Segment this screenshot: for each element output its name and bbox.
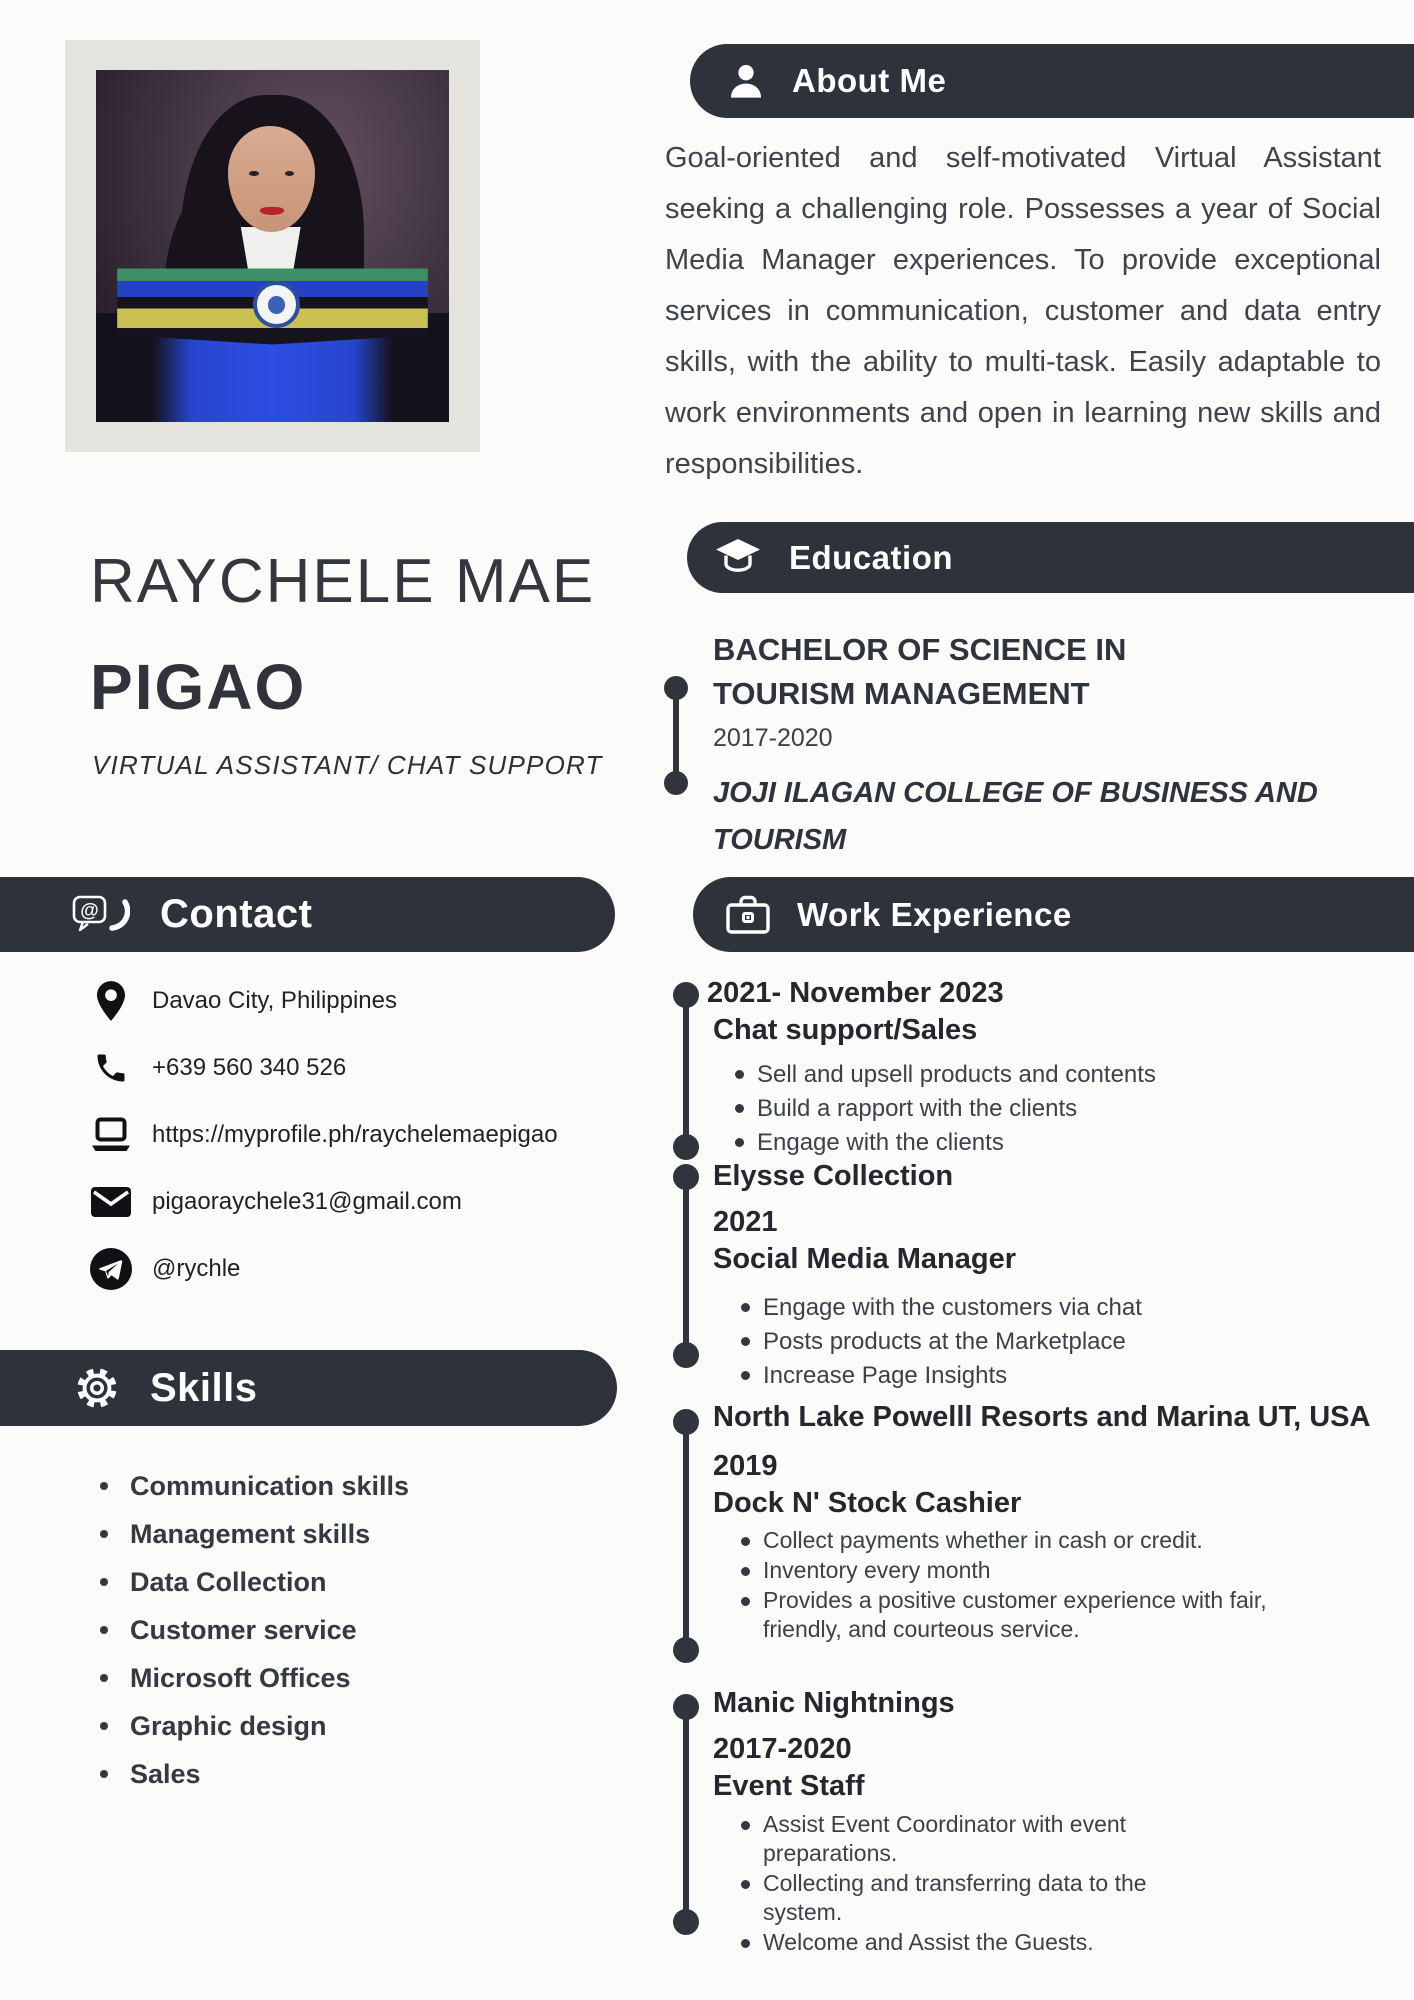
timeline-dot: [673, 1909, 699, 1935]
bullet-dot: [100, 1722, 108, 1730]
contact-telegram-value: @rychle: [152, 1254, 241, 1282]
job-duties: [713, 1292, 1403, 1392]
job-duty: Assist Event Coordinator with event preparations.: [741, 1810, 1186, 1868]
timeline-line: [683, 1177, 689, 1355]
contact-section-title: Contact: [160, 892, 313, 936]
school-name: JOJI ILAGAN COLLEGE OF BUSINESS AND TOURISM: [713, 777, 1318, 856]
contact-website-link[interactable]: https://myprofile.ph/raychelemaepigao: [152, 1120, 558, 1148]
timeline-dot: [673, 1342, 699, 1368]
work-section-header: [693, 877, 1414, 952]
bullet-dot: [100, 1626, 108, 1634]
education-entry: [713, 628, 1393, 864]
education-years: 2017-2020: [713, 724, 833, 752]
job-entry: [713, 1396, 1403, 1645]
portrait-eye: [249, 171, 259, 176]
bullet-dot: [100, 1578, 108, 1586]
job-company: Manic Nightnings: [713, 1687, 955, 1719]
laptop-icon: [88, 1117, 134, 1153]
job-duty: Inventory every month: [741, 1556, 1271, 1585]
job-dates: 2019: [713, 1450, 778, 1482]
job-role: Dock N' Stock Cashier: [713, 1487, 1022, 1519]
job-title: VIRTUAL ASSISTANT/ CHAT SUPPORT: [92, 750, 603, 780]
job-duty: Collecting and transferring data to the system.: [741, 1869, 1186, 1927]
about-section-header: [690, 44, 1414, 118]
skill-item: Graphic design: [100, 1702, 409, 1750]
job-duties: [707, 1059, 1397, 1159]
job-role: Event Staff: [713, 1770, 865, 1802]
degree-name: BACHELOR OF SCIENCE IN TOURISM MANAGEMENT: [713, 632, 1127, 711]
skills-section-title: Skills: [150, 1365, 258, 1410]
bullet-dot: [100, 1530, 108, 1538]
portrait-lips: [260, 207, 284, 215]
portrait-eye: [285, 171, 295, 176]
job-entry: [707, 975, 1397, 1161]
skill-item: Sales: [100, 1750, 409, 1798]
profile-photo-frame: [65, 40, 480, 452]
graduation-cap-icon: [713, 536, 763, 580]
bullet-dot: [100, 1770, 108, 1778]
profile-photo: [96, 70, 449, 422]
job-role: Chat support/Sales: [713, 1014, 978, 1046]
contact-row-website: [88, 1101, 558, 1168]
timeline-line: [683, 1707, 689, 1922]
contact-row-email: [88, 1168, 518, 1235]
timeline-line: [683, 995, 689, 1147]
contact-section-header: [0, 877, 615, 952]
about-text: Goal-oriented and self-motivated Virtual Assistant seeking a challenging role. Possesses a year of Social Media Manager experiences. To provide exceptional services in communication, customer and data entry skills, with the ability to multi-task. Easily adaptable to work environments and open in learning new skills and responsibilities.: [665, 142, 1381, 480]
briefcase-icon: [725, 894, 771, 936]
skills-list: [100, 1462, 409, 1798]
skills-section-header: [0, 1350, 617, 1426]
job-duty: Collect payments whether in cash or credit.: [741, 1526, 1271, 1555]
location-pin-icon: [88, 981, 134, 1021]
portrait-school-seal: [253, 281, 300, 328]
job-duty: Engage with the customers via chat: [741, 1292, 1403, 1324]
contact-location-value: Davao City, Philippines: [152, 986, 398, 1014]
telegram-icon: [88, 1248, 134, 1290]
last-name: PIGAO: [90, 651, 307, 723]
bullet-dot: [100, 1674, 108, 1682]
job-entry: [713, 1685, 1403, 1958]
education-section-title: Education: [789, 538, 954, 576]
job-entry: [713, 1158, 1403, 1394]
timeline-dot: [673, 1134, 699, 1160]
job-duty: Build a rapport with the clients: [735, 1093, 1397, 1125]
timeline-line: [673, 688, 679, 783]
job-dates: 2021: [713, 1206, 778, 1238]
job-duty: Welcome and Assist the Guests.: [741, 1928, 1186, 1957]
timeline-dot: [673, 1637, 699, 1663]
about-section-title: About Me: [792, 62, 947, 99]
skill-item: Microsoft Offices: [100, 1654, 409, 1702]
contact-email-link[interactable]: pigaoraychele31@gmail.com: [152, 1187, 462, 1215]
job-company: North Lake Powelll Resorts and Marina UT, USA: [713, 1401, 1371, 1433]
skill-item: Data Collection: [100, 1558, 409, 1606]
job-duties: [713, 1526, 1271, 1644]
contact-phone-value: +639 560 340 526: [152, 1053, 347, 1081]
contact-row-telegram: [88, 1235, 518, 1302]
skill-item: Communication skills: [100, 1462, 409, 1510]
contact-row-phone: [88, 1034, 518, 1101]
first-name: RAYCHELE MAE: [90, 547, 596, 616]
job-dates: 2021- November 2023: [707, 977, 1004, 1009]
job-duty: Provides a positive customer experience with fair, friendly, and courteous service.: [741, 1586, 1271, 1644]
work-section-title: Work Experience: [797, 895, 1072, 933]
job-duty: Engage with the clients: [735, 1127, 1397, 1159]
bullet-dot: [100, 1482, 108, 1490]
job-role: Social Media Manager: [713, 1243, 1016, 1275]
timeline-dot: [664, 771, 688, 795]
job-duty: Increase Page Insights: [741, 1360, 1403, 1392]
skill-item: Customer service: [100, 1606, 409, 1654]
phone-icon: [88, 1050, 134, 1086]
job-duty: Sell and upsell products and contents: [735, 1059, 1397, 1091]
skill-item: Management skills: [100, 1510, 409, 1558]
email-icon: [88, 1187, 134, 1217]
job-duty: Posts products at the Marketplace: [741, 1326, 1403, 1358]
svg-text:@: @: [80, 900, 99, 921]
job-company: Elysse Collection: [713, 1160, 954, 1192]
contact-list: [88, 967, 558, 1302]
job-duties: [713, 1810, 1186, 1957]
gear-icon: [74, 1365, 120, 1411]
timeline-line: [683, 1422, 689, 1650]
contact-icon: [72, 892, 130, 938]
contact-row-location: [88, 967, 518, 1034]
job-dates: 2017-2020: [713, 1733, 852, 1765]
education-section-header: [687, 522, 1414, 593]
person-icon: [726, 61, 766, 101]
